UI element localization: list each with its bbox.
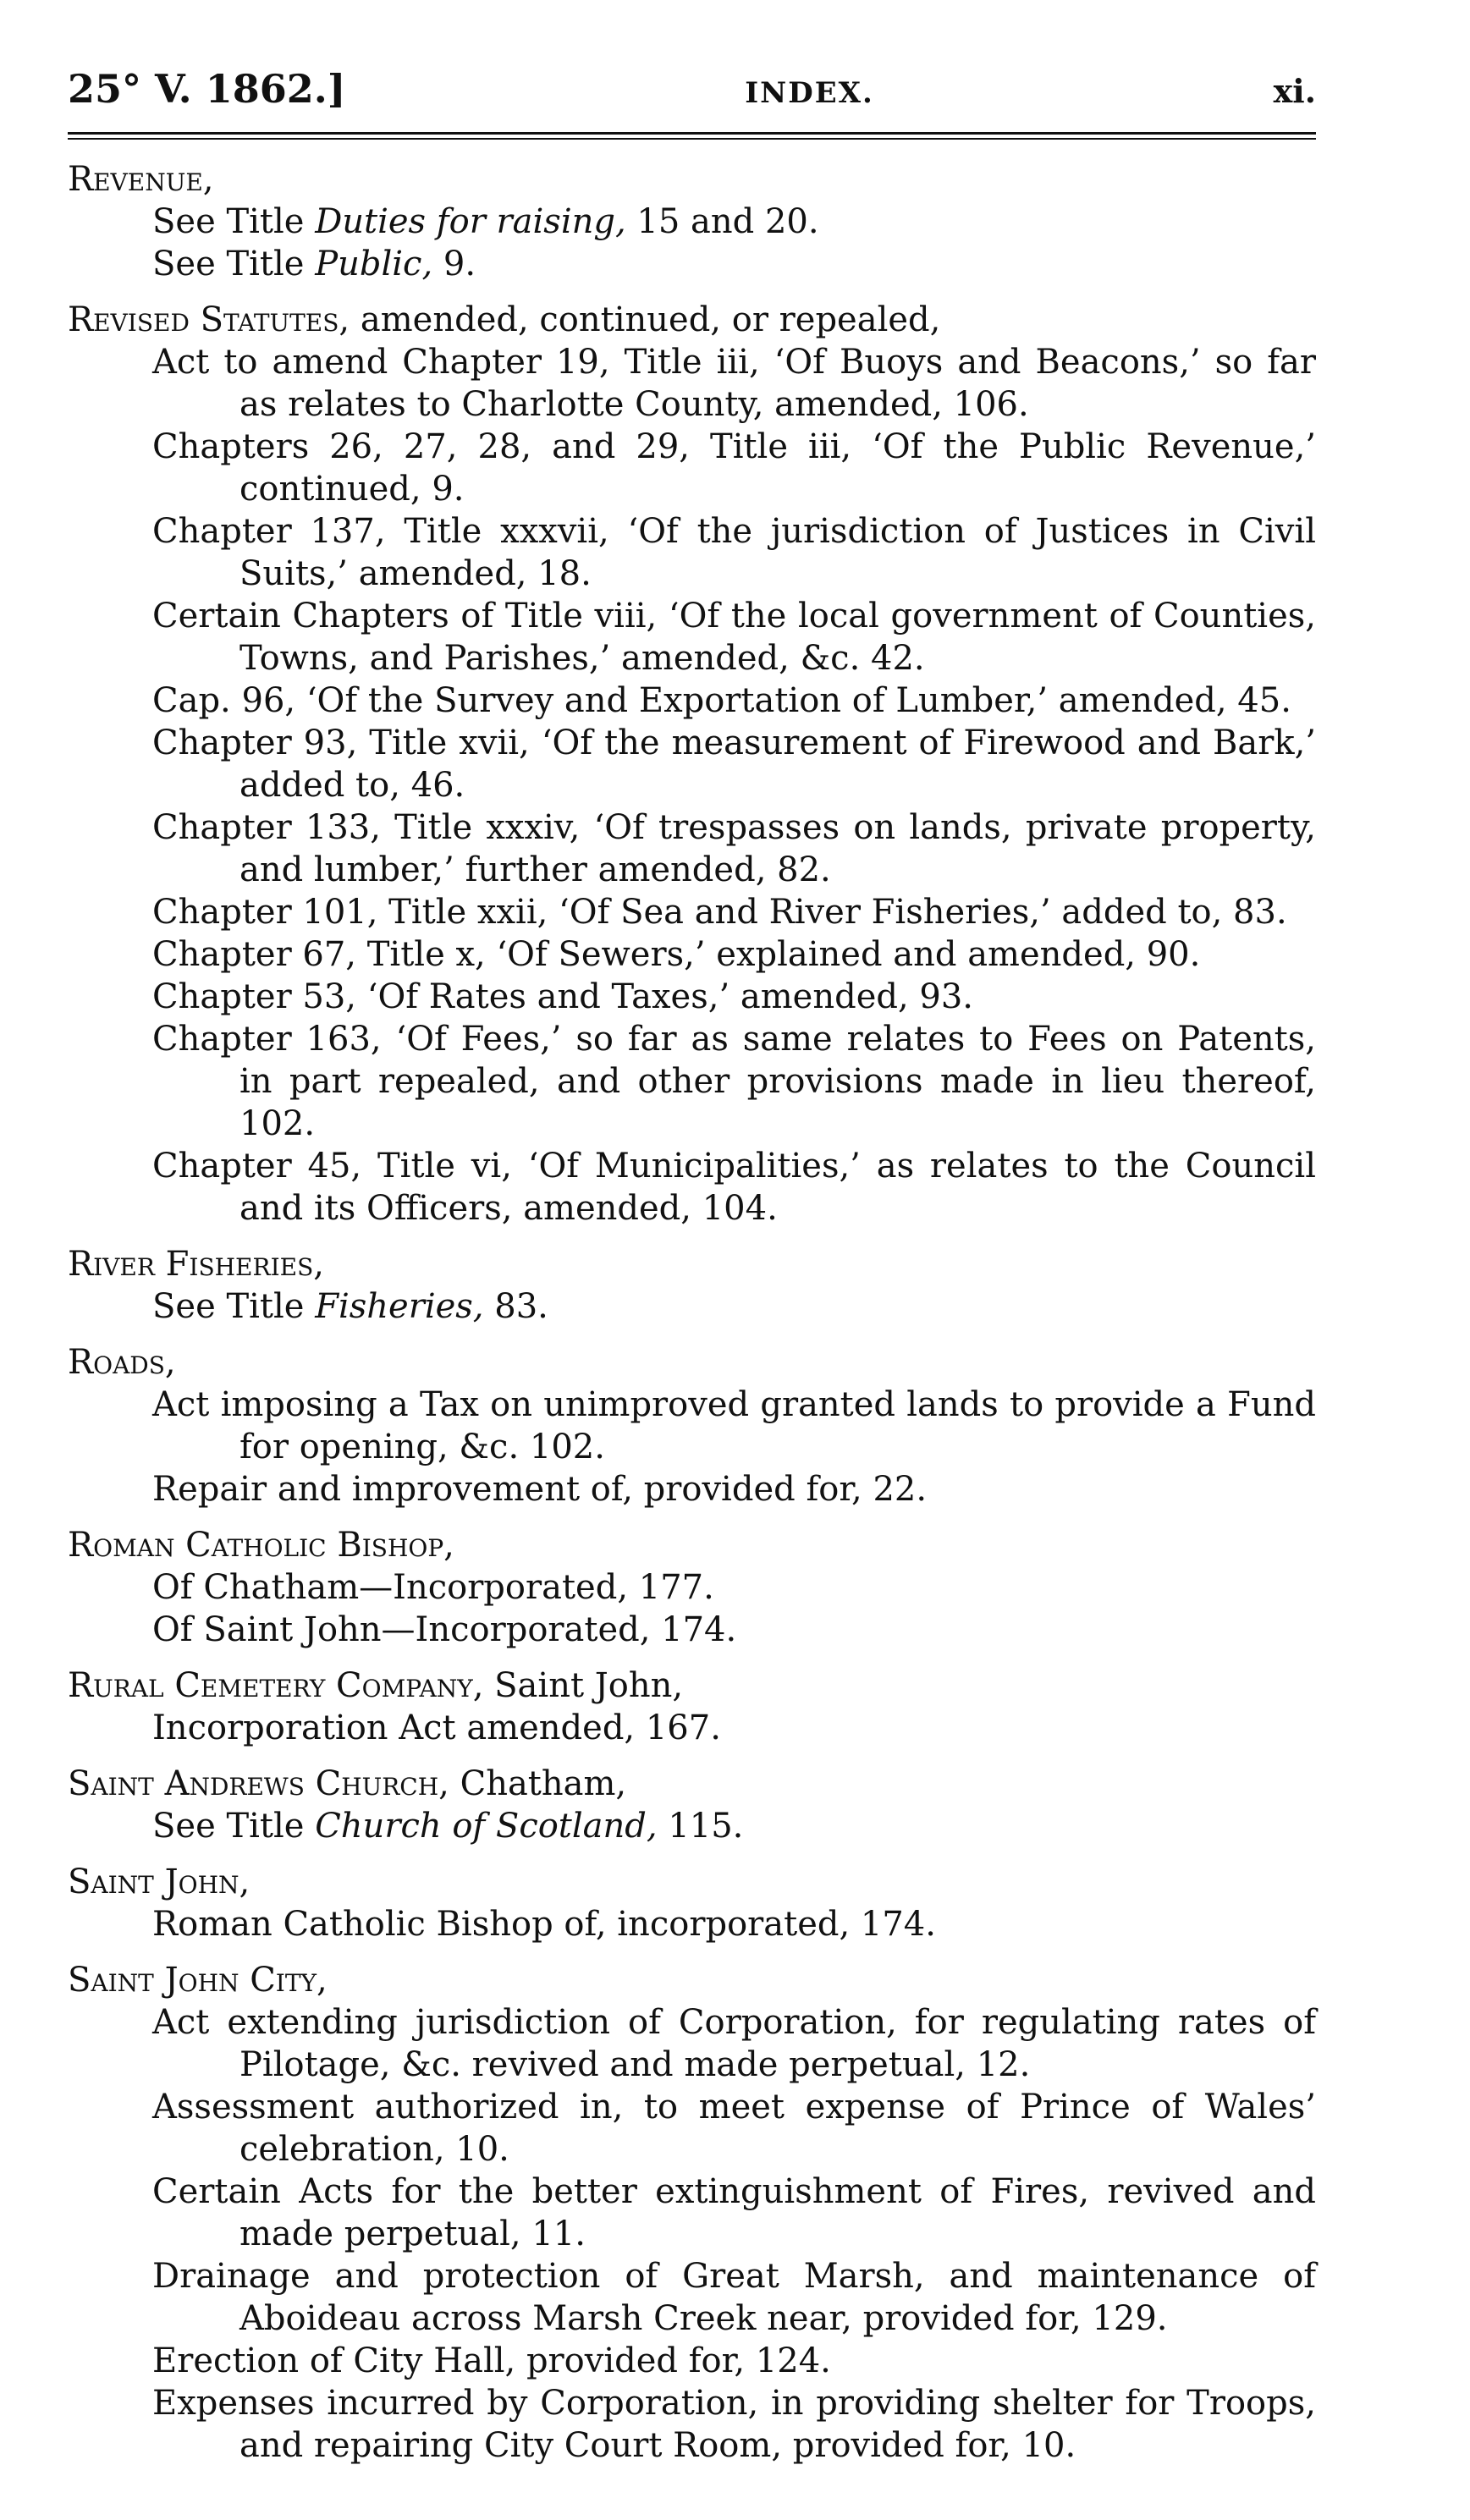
entry-subitem: Roman Catholic Bishop of, incorporated, 174. [152, 1905, 936, 1944]
entry-subitem: Chapter 101, Title xxii, ‘Of Sea and River Fisheries,’ added to, 83. [152, 893, 1287, 932]
cross-ref-prefix: See Title [152, 245, 316, 283]
header-rule-secondary [68, 138, 1316, 140]
cross-ref-prefix: See Title [152, 1287, 316, 1326]
heading-term: Saint John, [68, 1862, 251, 1901]
heading-term: Revenue, [68, 160, 214, 199]
cross-ref-page: 15 and 20. [625, 202, 819, 241]
entry-heading [68, 1763, 1316, 1805]
page-header [68, 51, 1316, 127]
entry-heading [68, 1341, 1316, 1384]
index-entry [68, 1959, 1316, 2467]
cross-ref-prefix: See Title [152, 1807, 316, 1846]
cross-ref-page: 83. [483, 1287, 548, 1326]
entry-subitem: Of Saint John—Incorporated, 174. [152, 1610, 737, 1649]
entry-subitem: Incorporation Act amended, 167. [152, 1708, 721, 1747]
entry-subitem: Chapter 133, Title xxxiv, ‘Of trespasses on lands, private property, and lumber,’ further amended, 82. [152, 808, 1316, 889]
heading-term: Saint John City, [68, 1961, 328, 2000]
entry-subitem: Act to amend Chapter 19, Title iii, ‘Of Buoys and Beacons,’ so far as relates to Charlotte County, amended, 106. [152, 343, 1316, 424]
heading-term: Revised Statutes, [68, 300, 350, 339]
index-entry [68, 1243, 1316, 1328]
header-rule [68, 132, 1316, 135]
index-entries [68, 158, 1316, 2467]
entry-subitem: Erection of City Hall, provided for, 124. [152, 2341, 831, 2380]
entry-heading [68, 1861, 1316, 1903]
cross-ref-title: Church of Scotland, [315, 1807, 658, 1846]
heading-term: Rural Cemetery Company, [68, 1666, 484, 1705]
entry-heading [68, 158, 1316, 201]
entry-heading [68, 1664, 1316, 1707]
entry-subitem: Certain Chapters of Title viii, ‘Of the local government of Counties, Towns, and Parishes,’ amended, &c. 42. [152, 597, 1316, 678]
index-entry [68, 1524, 1316, 1651]
entry-heading [68, 1959, 1316, 2001]
entry-subitem: Chapter 67, Title x, ‘Of Sewers,’ explained and amended, 90. [152, 935, 1201, 974]
cross-ref-page: 9. [432, 245, 476, 283]
heading-term: Roman Catholic Bishop, [68, 1526, 454, 1565]
index-entry [68, 299, 1316, 1230]
heading-term: Roads, [68, 1343, 176, 1382]
entry-subitem: Expenses incurred by Corporation, in providing shelter for Troops, and repairing City Court Room, provided for, 10. [152, 2384, 1316, 2465]
entry-subitem: Chapter 45, Title vi, ‘Of Municipalities,’ as relates to the Council and its Officers, amended, 104. [152, 1147, 1316, 1228]
index-entry [68, 1341, 1316, 1510]
page-number: xi. [1273, 72, 1316, 110]
cross-ref-title: Fisheries, [315, 1287, 484, 1326]
cross-ref-title: Public, [315, 245, 433, 283]
cross-ref-prefix: See Title [152, 202, 316, 241]
heading-term: River Fisheries, [68, 1245, 324, 1284]
entry-subitem: Certain Acts for the better extinguishment of Fires, revived and made perpetual, 11. [152, 2172, 1316, 2253]
entry-subitem: Chapter 163, ‘Of Fees,’ so far as same relates to Fees on Patents, in part repealed, and other provisions made in lieu thereof, 102. [152, 1020, 1316, 1143]
index-entry [68, 158, 1316, 285]
volume-year: 25° V. 1862.] [68, 66, 346, 112]
entry-heading [68, 299, 1316, 341]
entry-subitem: Repair and improvement of, provided for, 22. [152, 1470, 928, 1509]
heading-qualifier: Saint John, [483, 1666, 684, 1705]
cross-ref-page: 115. [657, 1807, 744, 1846]
running-title: INDEX. [745, 76, 874, 110]
heading-qualifier: amended, continued, or repealed, [350, 300, 941, 339]
entry-subitem [68, 1285, 1316, 1328]
entry-subitem: Chapter 53, ‘Of Rates and Taxes,’ amended, 93. [152, 977, 974, 1016]
entry-subitem: Cap. 96, ‘Of the Survey and Exportation of Lumber,’ amended, 45. [152, 681, 1291, 720]
entry-subitem: Chapter 137, Title xxxvii, ‘Of the jurisdiction of Justices in Civil Suits,’ amended, 18. [152, 512, 1316, 593]
heading-qualifier: Chatham, [449, 1764, 627, 1803]
entry-subitem [68, 201, 1316, 243]
heading-term: Saint Andrews Church, [68, 1764, 449, 1803]
entry-subitem: Assessment authorized in, to meet expense of Prince of Wales’ celebration, 10. [152, 2088, 1316, 2169]
entry-heading [68, 1243, 1316, 1285]
index-entry [68, 1664, 1316, 1749]
entry-subitem: Chapters 26, 27, 28, and 29, Title iii, ‘Of the Public Revenue,’ continued, 9. [152, 427, 1316, 509]
entry-heading [68, 1524, 1316, 1566]
cross-ref-title: Duties for raising, [315, 202, 626, 241]
entry-subitem: Act extending jurisdiction of Corporation, for regulating rates of Pilotage, &c. revived and made perpetual, 12. [152, 2003, 1316, 2084]
entry-subitem: Of Chatham—Incorporated, 177. [152, 1568, 714, 1607]
entry-subitem: Act imposing a Tax on unimproved granted lands to provide a Fund for opening, &c. 102. [152, 1385, 1316, 1466]
entry-subitem: Drainage and protection of Great Marsh, and maintenance of Aboideau across Marsh Creek near, provided for, 129. [152, 2257, 1316, 2338]
entry-subitem [68, 243, 1316, 285]
index-entry [68, 1861, 1316, 1945]
entry-subitem: Chapter 93, Title xvii, ‘Of the measurement of Firewood and Bark,’ added to, 46. [152, 724, 1316, 805]
index-entry [68, 1763, 1316, 1847]
entry-subitem [68, 1805, 1316, 1847]
index-page [68, 51, 1316, 2480]
